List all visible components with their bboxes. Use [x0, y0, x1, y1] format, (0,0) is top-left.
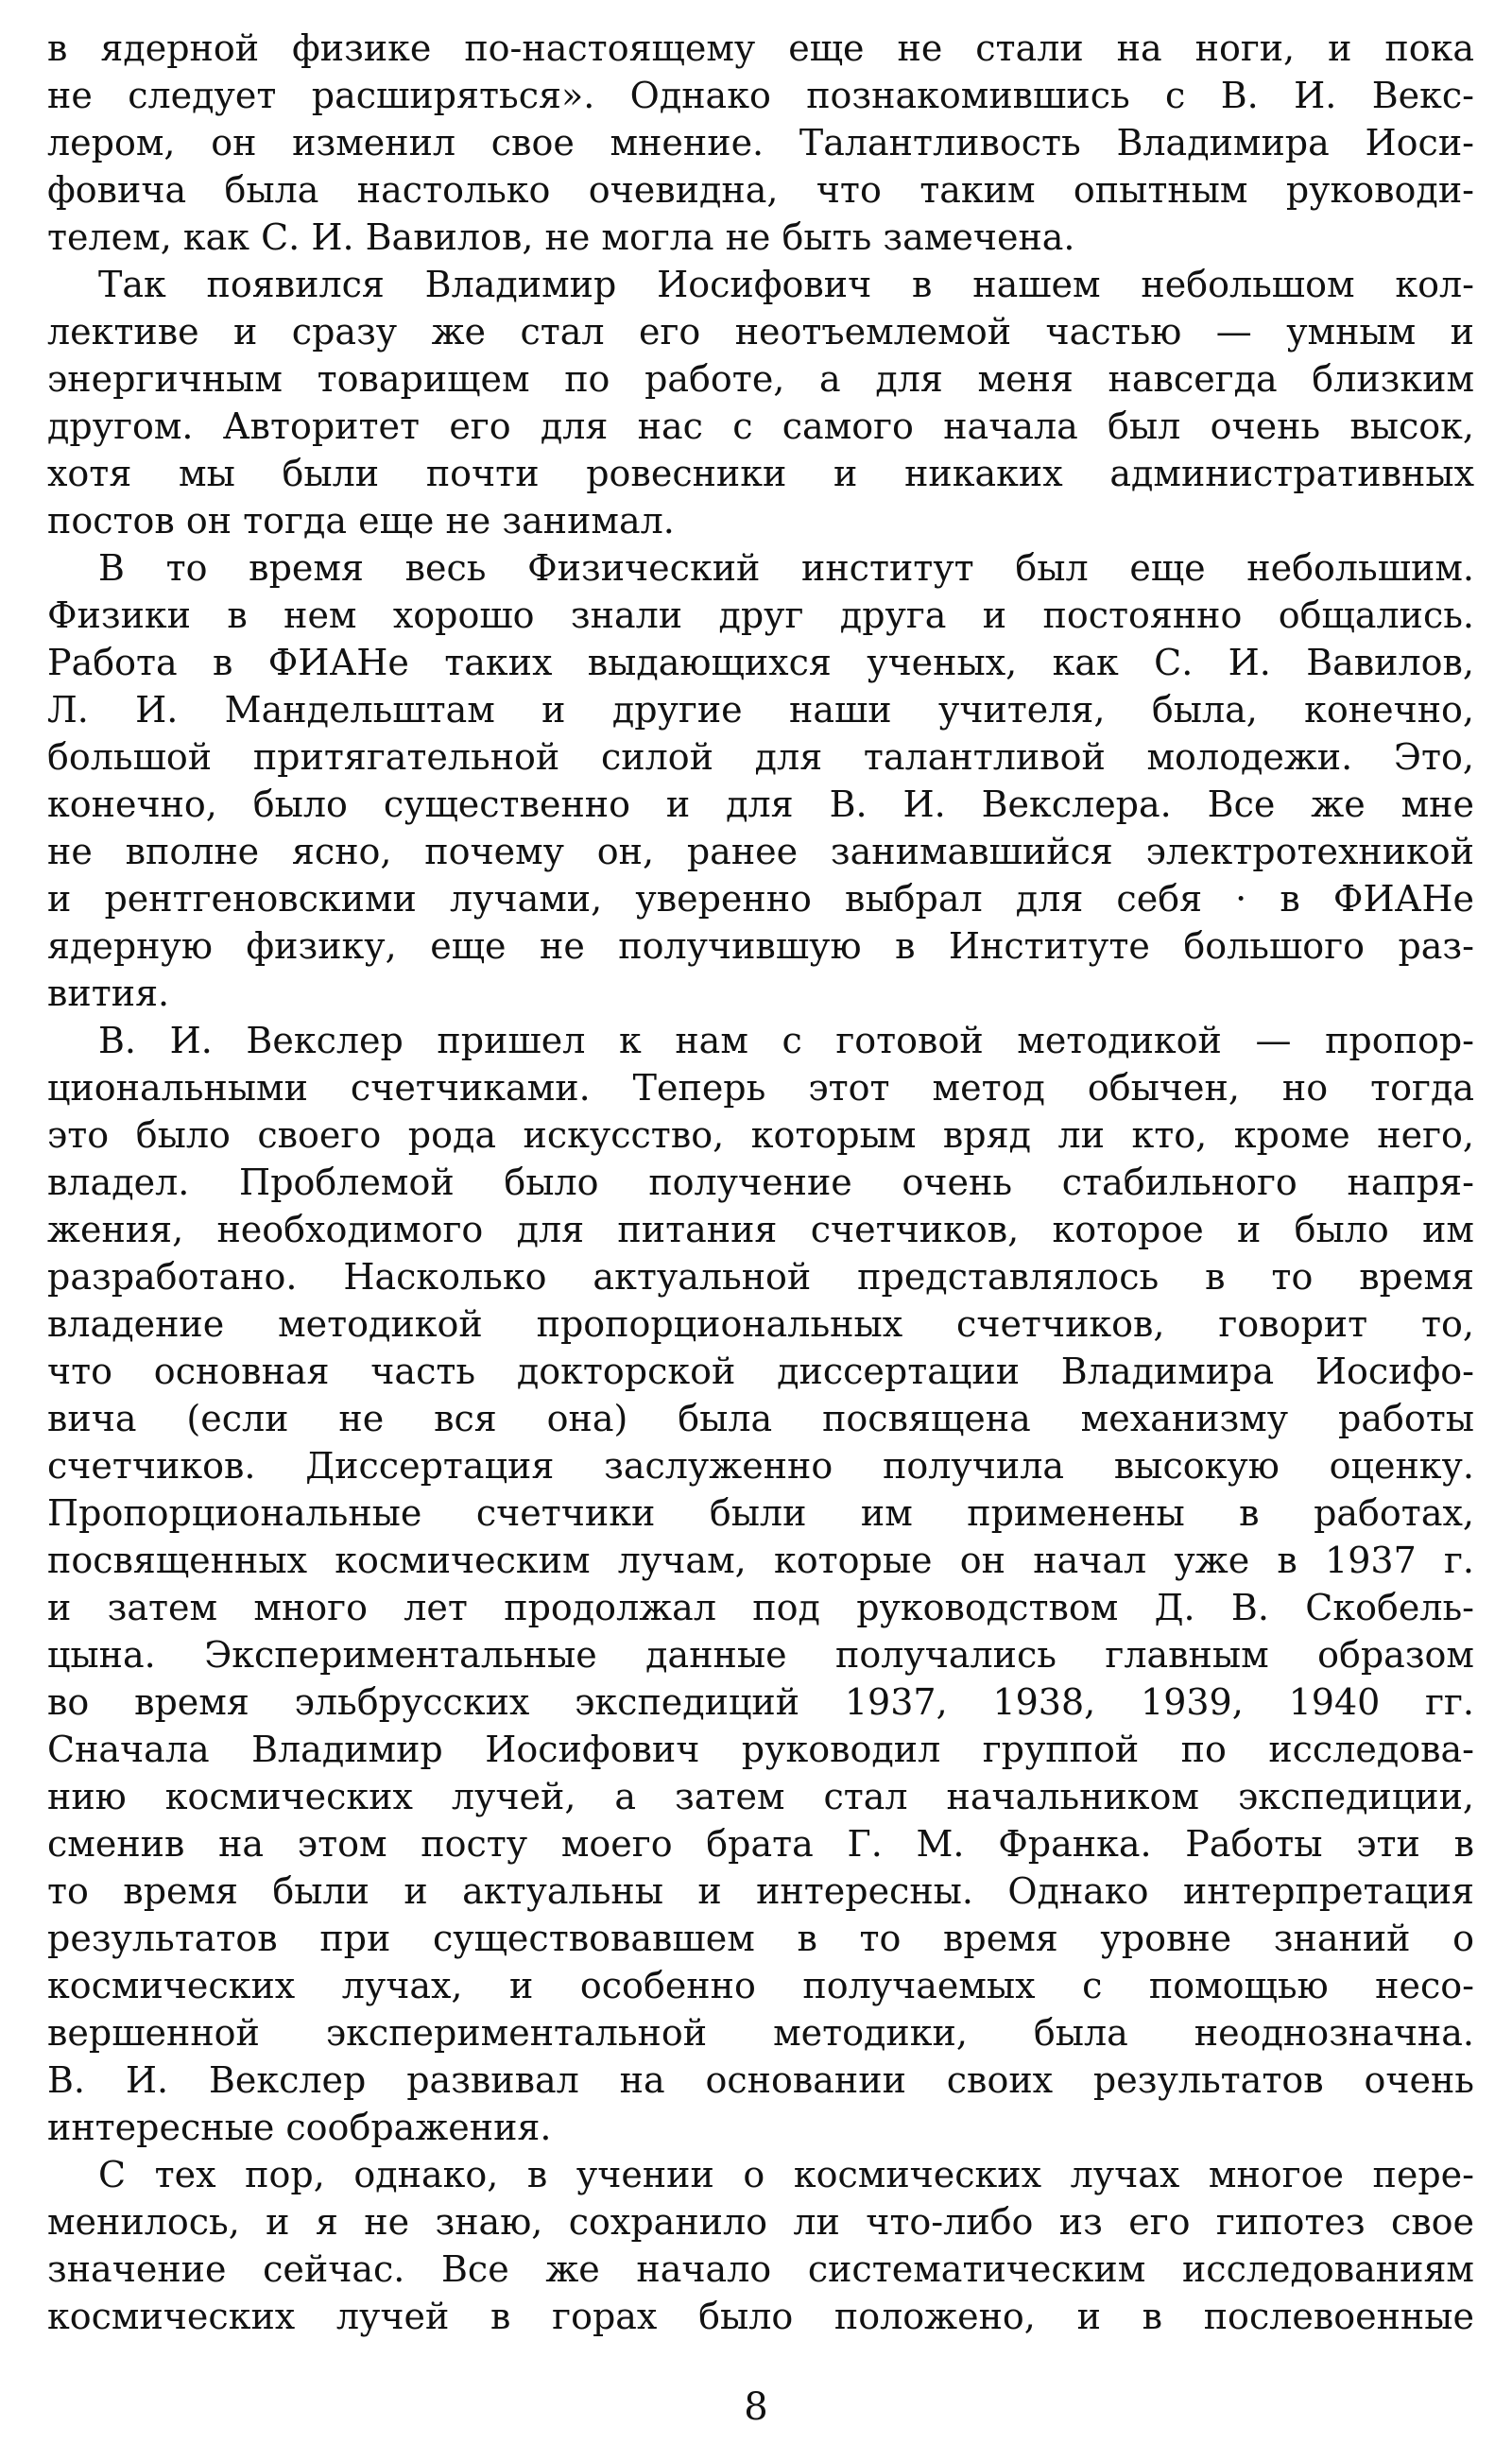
page-text: [47, 25, 1474, 2340]
text-line: ядерную физику, еще не получившую в Институте большого раз-: [47, 925, 1474, 967]
text-line: жения, необходимого для питания счетчиков, которое и было им: [47, 1209, 1474, 1250]
text-line: фовича была настолько очевидна, что таким опытным руководи-: [47, 169, 1474, 211]
text-line: не следует расширяться». Однако познакомившись с В. И. Векс-: [47, 75, 1474, 116]
text-line: циональными счетчиками. Теперь этот метод обычен, но тогда: [47, 1067, 1474, 1109]
text-line: разработано. Насколько актуальной представлялось в то время: [47, 1256, 1474, 1298]
text-line: что основная часть докторской диссертации Владимира Иосифо-: [47, 1351, 1474, 1392]
text-line: Пропорциональные счетчики были им применены в работах,: [47, 1492, 1474, 1534]
text-line: владел. Проблемой было получение очень стабильного напря-: [47, 1162, 1474, 1203]
text-line: лективе и сразу же стал его неотъемлемой частью — умным и: [47, 311, 1474, 353]
text-line: то время были и актуальны и интересны. Однако интерпретация: [47, 1870, 1474, 1912]
text-line: вития.: [47, 972, 170, 1014]
text-line: цына. Экспериментальные данные получались главным образом: [47, 1634, 1474, 1676]
text-line: постов он тогда еще не занимал.: [47, 500, 675, 542]
text-line: В. И. Векслер развивал на основании своих результатов очень: [47, 2059, 1474, 2101]
text-line: владение методикой пропорциональных счетчиков, говорит то,: [47, 1303, 1474, 1345]
text-line: большой притягательной силой для талантливой молодежи. Это,: [47, 736, 1474, 778]
text-line: результатов при существовавшем в то время уровне знаний о: [47, 1918, 1474, 1959]
text-line: другом. Авторитет его для нас с самого начала был очень высок,: [47, 405, 1474, 447]
text-line: В то время весь Физический институт был еще небольшим.: [98, 547, 1474, 589]
text-line: менилось, и я не знаю, сохранило ли что-либо из его гипотез свое: [47, 2201, 1474, 2243]
text-line: счетчиков. Диссертация заслуженно получила высокую оценку.: [47, 1445, 1474, 1487]
text-line: в ядерной физике по-настоящему еще не стали на ноги, и пока: [47, 27, 1474, 69]
text-line: вершенной экспериментальной методики, была неоднозначна.: [47, 2012, 1474, 2054]
text-line: конечно, было существенно и для В. И. Векслера. Все же мне: [47, 783, 1474, 825]
text-line: нию космических лучей, а затем стал начальником экспедиции,: [47, 1776, 1474, 1817]
text-line: Работа в ФИАНе таких выдающихся ученых, как С. И. Вавилов,: [47, 642, 1474, 683]
text-line: С тех пор, однако, в учении о космических лучах многое пере-: [98, 2154, 1474, 2195]
text-line: В. И. Векслер пришел к нам с готовой методикой — пропор-: [98, 1020, 1474, 1061]
text-line: это было своего рода искусство, которым вряд ли кто, кроме него,: [47, 1114, 1474, 1156]
text-line: телем, как С. И. Вавилов, не могла не быть замечена.: [47, 216, 1075, 258]
text-line: вича (если не вся она) была посвящена механизму работы: [47, 1398, 1474, 1439]
text-line: сменив на этом посту моего брата Г. М. Франка. Работы эти в: [47, 1823, 1474, 1865]
text-line: космических лучах, и особенно получаемых с помощью несо-: [47, 1965, 1474, 2006]
text-line: Так появился Владимир Иосифович в нашем небольшом кол-: [98, 264, 1474, 305]
text-line: космических лучей в горах было положено, и в послевоенные: [47, 2296, 1474, 2337]
text-line: во время эльбрусских экспедиций 1937, 1938, 1939, 1940 гг.: [47, 1681, 1474, 1723]
text-line: значение сейчас. Все же начало систематическим исследованиям: [47, 2248, 1474, 2290]
text-line: хотя мы были почти ровесники и никаких административных: [47, 453, 1474, 494]
text-line: Сначала Владимир Иосифович руководил группой по исследова-: [47, 1729, 1474, 1770]
text-line: и рентгеновскими лучами, уверенно выбрал для себя · в ФИАНе: [47, 878, 1474, 920]
text-line: Физики в нем хорошо знали друг друга и постоянно общались.: [47, 594, 1474, 636]
text-line: не вполне ясно, почему он, ранее занимавшийся электротехникой: [47, 831, 1474, 872]
text-line: интересные соображения.: [47, 2107, 552, 2148]
text-line: энергичным товарищем по работе, а для меня навсегда близким: [47, 358, 1474, 400]
text-line: и затем много лет продолжал под руководством Д. В. Скобель-: [47, 1587, 1474, 1628]
page-number: 8: [744, 2385, 768, 2429]
text-line: лером, он изменил свое мнение. Талантливость Владимира Иоси-: [47, 122, 1474, 163]
text-line: посвященных космическим лучам, которые он начал уже в 1937 г.: [47, 1540, 1474, 1581]
text-line: Л. И. Мандельштам и другие наши учителя, была, конечно,: [47, 689, 1474, 731]
